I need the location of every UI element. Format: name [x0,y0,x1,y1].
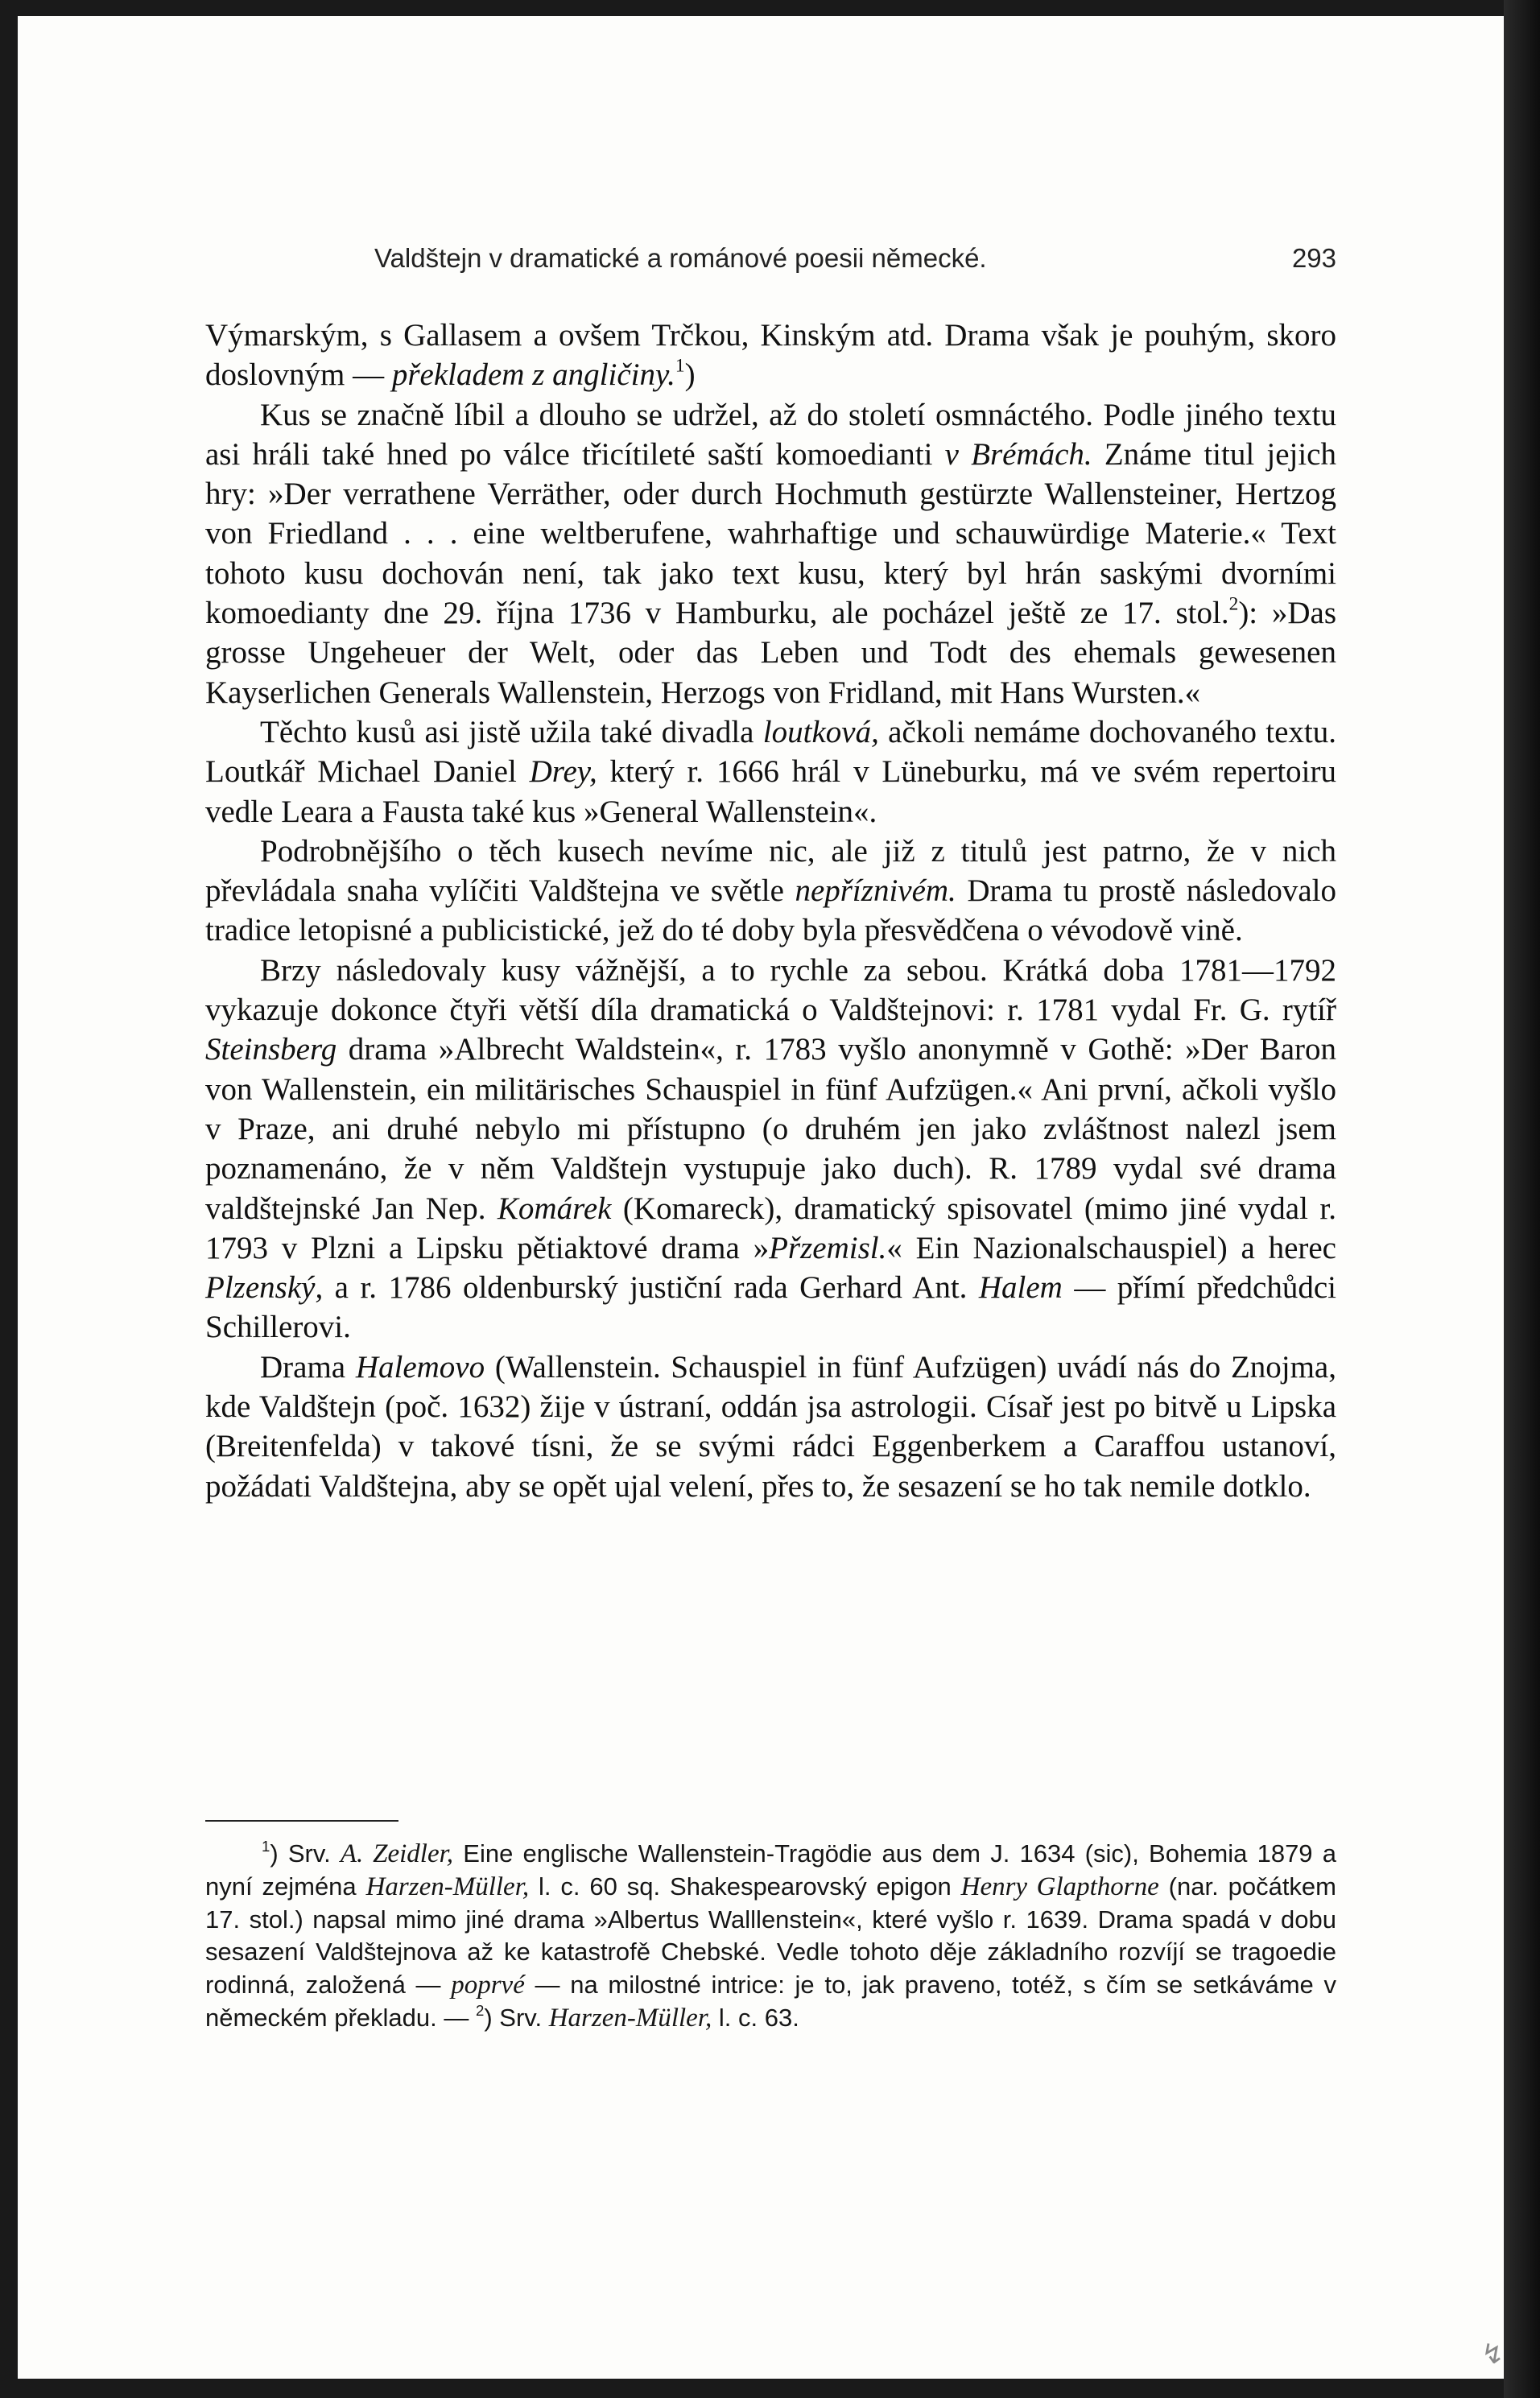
text-run: Drama [260,1349,356,1385]
text-run: Výmarským, s Gallasem a ovšem Trčkou, Kinským atd. Drama však je pouhým, skoro doslovným — [205,318,1336,393]
italic-text: v Brémách. [944,436,1092,472]
paragraph-4 [205,832,1336,951]
italic-text: Plzenský, [205,1270,324,1306]
scan-edge [1504,0,1540,2398]
footnotes [205,1838,1336,2035]
text-run: ): »Das grosse Ungeheuer der Welt, oder das Leben und Todt des ehemals gewesenen Kayserlichen Generals Wallenstein, Herzogs von Fridland, mit Hans Wursten.« [205,596,1336,710]
text-run: Známe titul jejich hry: »Der verrathene Verräther, oder durch Hochmuth gestürzte Wallensteiner, Hertzog von Friedland . . . eine weltberufene, wahrhaftige und schauwürdige Materie.« Text tohoto kusu dochován není, tak jako text kusu, který byl hrán saskými dvorními komoedianty dne 29. října 1736 v Hamburku, ale pocházel ještě ze 17. stol. [205,436,1336,631]
italic-text: Drey, [529,754,597,790]
italic-text: překladem z angličiny. [391,357,675,393]
text-run: který r. 1666 hrál v Lüneburku, má ve svém repertoiru vedle Leara a Fausta také kus »General Wallenstein«. [205,754,1336,829]
paragraph-3 [205,712,1336,832]
text-run: a r. 1786 oldenburský justiční rada Gerhard Ant. [323,1270,979,1306]
italic-text: Henry Glapthorne [960,1872,1159,1901]
text-run: Brzy následovaly kusy vážnější, a to rychle za sebou. Krátká doba 1781—1792 vykazuje dokonce čtyři větší díla dramatická o Valdštejnovi: r. 1781 vydal Fr. G. rytíř [205,952,1336,1028]
text-run: (Wallenstein. Schauspiel in fünf Aufzügen) uvádí nás do Znojma, kde Valdštejn (poč. 1632) žije v ústraní, oddán jsa astrologii. Císař jest po bitvě u Lipska (Breitenfelda) v takové tísni, že se svými rádci Eggenberkem a Caraffou ustanoví, požádati Valdštejna, aby se opět ujal velení, přes to, že sesazení se ho tak nemile dotklo. [205,1349,1336,1504]
text-run: Kus se značně líbil a dlouho se udržel, až do století osmnáctého. Podle jiného textu asi hráli také hned po válce třicítileté saští komoedianti [205,397,1336,472]
body-text [205,316,1336,1506]
text-run: ) Srv. [270,1839,341,1868]
text-run: l. c. 63. [712,2003,799,2032]
italic-text: A. Zeidler, [340,1839,454,1868]
footnote-text [205,1838,1336,2035]
italic-text: Harzen-Müller, [365,1872,530,1901]
corner-mark-icon: ↯ [1481,2338,1505,2371]
page-number: 293 [1291,243,1336,273]
paragraph-1 [205,316,1336,395]
italic-text: Halem [978,1270,1063,1306]
text-run: ačkoli nemáme dochovaného textu. Loutkář Michael Daniel [205,714,1337,790]
footnote-marker: 2 [1228,593,1239,615]
text-run: Podrobnějšího o těch kusech nevíme nic, ale již z titulů jest patrno, že v nich převládala snaha vylíčiti Valdštejna ve světle [205,833,1336,909]
text-run: « Ein Nazionalschauspiel) a herec [886,1230,1336,1265]
italic-text: Steinsberg [205,1032,337,1067]
text-run: Drama tu prostě následovalo tradice letopisné a publicistické, jež do té doby byla přesvědčena o vévodově vině. [205,873,1336,948]
text-run: ) [684,357,696,393]
footnote-marker: 1 [262,1837,270,1855]
italic-text: Přzemisl. [769,1230,887,1265]
running-head [205,243,1336,283]
italic-text: Halemovo [355,1349,485,1385]
text-run: Těchto kusů asi jistě užila také divadla [260,714,763,749]
footnote-divider [205,1820,398,1822]
italic-text: Komárek [497,1191,612,1226]
italic-text: poprvé [451,1971,525,2000]
paragraph-2 [205,395,1336,712]
text-run: (Komareck), dramatický spisovatel (mimo jiné vydal r. 1793 v Plzni a Lipsku pětiaktové drama » [205,1191,1336,1265]
italic-text: nepříznivém. [795,873,956,909]
footnote-marker: 1 [675,355,685,377]
text-run: Eine englische Wallenstein-Tragödie aus dem J. 1634 (sic), Bohemia 1879 a nyní zejména [205,1839,1336,1901]
text-run: drama »Albrecht Waldstein«, r. 1783 vyšlo anonymně v Gothě: »Der Baron von Wallenstein, ein militärisches Schauspiel in fünf Aufzügen.« Ani první, ačkoli vyšlo v Praze, ani druhé nebylo mi přístupno (o druhém jen jako zvláštnost nalezl jsem poznamenáno, že v něm Valdštejn vystupuje jako duch). R. 1789 vydal své drama valdštejnské Jan Nep. [205,1032,1336,1226]
paragraph-5 [205,951,1336,1348]
text-run: — přímí předchůdci Schillerovi. [205,1270,1336,1345]
text-run: — na milostné intrice: je to, jak praveno, totéž, s čím se setkáváme v německém překladu. — [205,1971,1336,2032]
text-run: (nar. počátkem 17. stol.) napsal mimo jiné drama »Albertus Walllenstein«, které vyšlo r. 1639. Drama spadá v dobu sesazení Valdštejnova až ke katastrofě Chebské. Vedle tohoto děje základního rozvíjí se tragoedie rodinná, založená — [205,1872,1336,2000]
running-head-title: Valdštejn v dramatické a románové poesii německé. [374,243,987,273]
italic-text: Harzen-Müller, [548,2003,712,2033]
text-run: l. c. 60 sq. Shakespearovský epigon [529,1872,961,1901]
paragraph-6 [205,1348,1336,1506]
text-run: ) Srv. [484,2003,549,2032]
italic-text: loutková, [762,714,879,749]
footnote-marker: 2 [475,2001,485,2019]
